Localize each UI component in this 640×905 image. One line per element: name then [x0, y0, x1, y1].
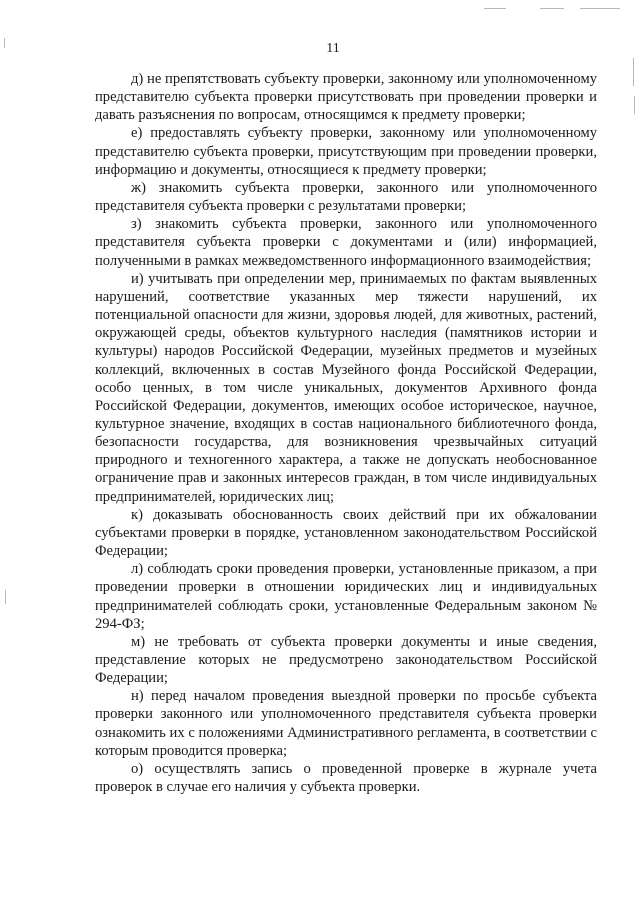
document-body — [95, 70, 597, 796]
paragraph-zh: ж) знакомить субъекта проверки, законного или уполномоченного представителя субъекта проверки с результатами проверки; — [95, 179, 597, 215]
scan-mark — [634, 96, 635, 114]
paragraph-e: е) предоставлять субъекту проверки, законному или уполномоченному представителю субъекта проверки, присутствующим при проведении проверки, информацию и документы, относящиеся к предмету проверки; — [95, 125, 597, 178]
paragraph-z: з) знакомить субъекта проверки, законного или уполномоченного представителя субъекта проверки с документами и (или) информацией, полученными в рамках межведомственного информационного взаимодействия; — [95, 216, 597, 269]
paragraph-o: о) осуществлять запись о проведенной проверке в журнале учета проверок в случае его наличия у субъекта проверки. — [95, 760, 597, 796]
scan-mark — [540, 8, 564, 9]
paragraph-l: л) соблюдать сроки проведения проверки, установленные приказом, а при проведении проверки в отношении юридических лиц и индивидуальных предпринимателей соблюдать сроки, установленные Федеральным законом № 294-ФЗ; — [95, 561, 597, 632]
scan-mark — [484, 8, 506, 9]
scan-mark — [5, 590, 6, 604]
paragraph-m: м) не требовать от субъекта проверки документы и иные сведения, представление которых не предусмотрено законодательством Российской Федерации; — [95, 633, 597, 687]
page-number: 11 — [326, 41, 340, 56]
paragraph-d: д) не препятствовать субъекту проверки, законному или уполномоченному представителю субъекта проверки присутствовать при проведении проверки и давать разъяснения по вопросам, относящимся к предмету проверки; — [95, 71, 597, 124]
scan-mark — [580, 8, 620, 9]
paragraph-i: и) учитывать при определении мер, принимаемых по фактам выявленных нарушений, соответствие указанных мер тяжести нарушений, их потенциальной опасности для жизни, здоровья людей, для животных, растений, окружающей среды, объектов культурного наследия (памятников истории и культуры) народов Российской Федерации, музейных предметов и музейных коллекций, включенных в состав Музейного фонда Российской Федерации, особо ценных, в том числе уникальных, документов Архивного фонда Российской Федерации, документов, имеющих особое историческое, научное, культурное значение, входящих в состав национального библиотечного фонда, безопасности государства, для возникновения чрезвычайных ситуаций природного и техногенного характера, а также не допускать необоснованное ограничение прав и законных интересов граждан, в том числе индивидуальных предпринимателей, юридических лиц; — [95, 270, 597, 505]
paragraph-k: к) доказывать обоснованность своих действий при их обжаловании субъектами проверки в порядке, установленном законодательством Российской Федерации; — [95, 506, 597, 560]
paragraph-n: н) перед началом проведения выездной проверки по просьбе субъекта проверки законного или уполномоченного представителя субъекта проверки ознакомить их с положениями Административного регламента, в соответствии с которым проводится проверка; — [95, 688, 597, 759]
scan-mark — [633, 58, 634, 86]
